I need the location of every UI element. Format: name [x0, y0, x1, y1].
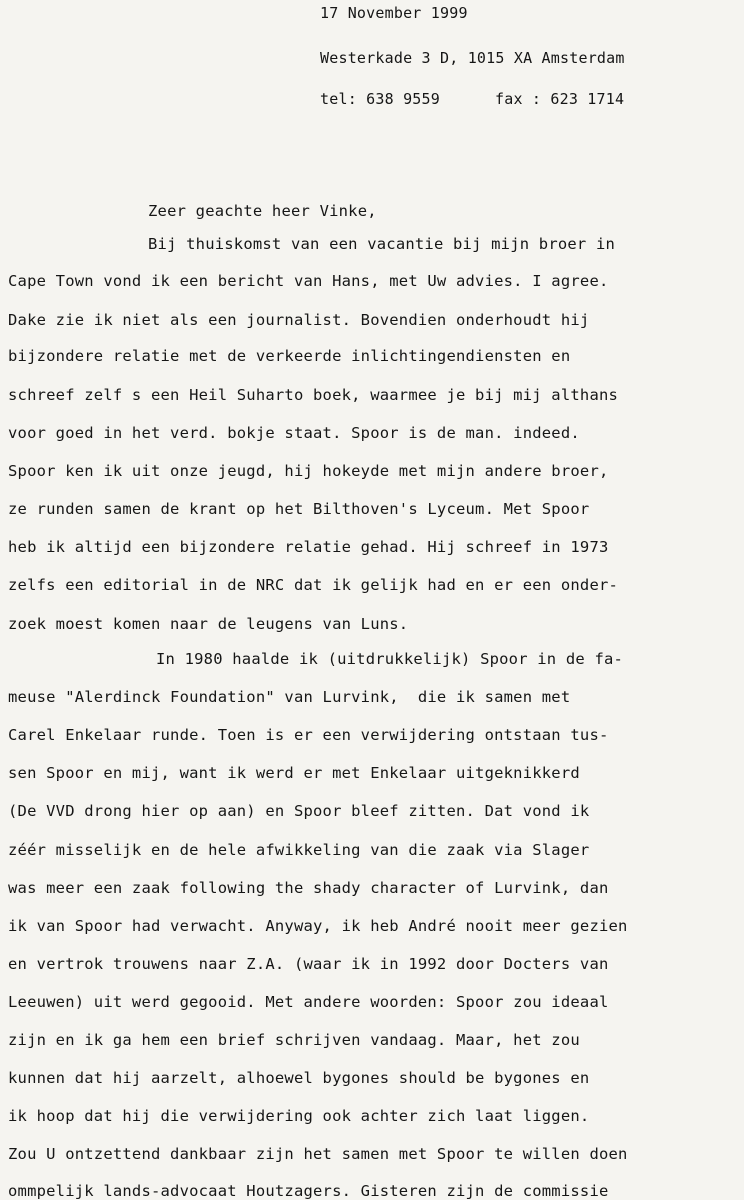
letter-line: heb ik altijd een bijzondere relatie gehad. Hij schreef in 1973	[8, 538, 609, 556]
letter-line: ze runden samen de krant op het Bilthoven's Lyceum. Met Spoor	[8, 500, 590, 518]
letter-line: ik van Spoor had verwacht. Anyway, ik heb André nooit meer gezien	[8, 917, 628, 935]
letter-line: bijzondere relatie met de verkeerde inlichtingendiensten en	[8, 347, 571, 365]
letter-line: Bij thuiskomst van een vacantie bij mijn broer in	[148, 235, 616, 253]
letter-line: Dake zie ik niet als een journalist. Bovendien onderhoudt hij	[8, 311, 590, 329]
letter-line: en vertrok trouwens naar Z.A. (waar ik in 1992 door Docters van	[8, 955, 609, 973]
letter-line: kunnen dat hij aarzelt, alhoewel bygones should be bygones en	[8, 1069, 590, 1087]
letter-line: sen Spoor en mij, want ik werd er met Enkelaar uitgeknikkerd	[8, 764, 580, 782]
letter-line: meuse "Alerdinck Foundation" van Lurvink, die ik samen met	[8, 688, 571, 706]
letter-line: zelfs een editorial in de NRC dat ik gelijk had en er een onder-	[8, 576, 619, 594]
letter-line: Leeuwen) uit werd gegooid. Met andere woorden: Spoor zou ideaal	[8, 993, 609, 1011]
letter-line: zéér misselijk en de hele afwikkeling van die zaak via Slager	[8, 841, 590, 859]
letter-line: zijn en ik ga hem een brief schrijven vandaag. Maar, het zou	[8, 1031, 580, 1049]
sender-address: Westerkade 3 D, 1015 XA Amsterdam	[320, 49, 625, 67]
letter-line: ik hoop dat hij die verwijdering ook achter zich laat liggen.	[8, 1107, 590, 1125]
letter-line: zoek moest komen naar de leugens van Luns.	[8, 615, 409, 633]
letter-line: Carel Enkelaar runde. Toen is er een verwijdering ontstaan tus-	[8, 726, 609, 744]
letter-line: voor goed in het verd. bokje staat. Spoor is de man. indeed.	[8, 424, 580, 442]
letter-line: was meer een zaak following the shady character of Lurvink, dan	[8, 879, 609, 897]
sender-telephone: tel: 638 9559	[320, 90, 440, 108]
letter-line: ommpelijk lands-advocaat Houtzagers. Gisteren zijn de commissie	[8, 1182, 609, 1200]
letter-date: 17 November 1999	[320, 4, 468, 22]
letter-line: schreef zelf s een Heil Suharto boek, waarmee je bij mij althans	[8, 386, 619, 404]
letter-line: Spoor ken ik uit onze jeugd, hij hokeyde met mijn andere broer,	[8, 462, 609, 480]
letter-salutation: Zeer geachte heer Vinke,	[148, 202, 377, 220]
sender-fax: fax : 623 1714	[495, 90, 625, 108]
letter-line: In 1980 haalde ik (uitdrukkelijk) Spoor in de fa-	[156, 650, 624, 668]
letter-line: (De VVD drong hier op aan) en Spoor bleef zitten. Dat vond ik	[8, 802, 590, 820]
letter-line: Zou U ontzettend dankbaar zijn het samen met Spoor te willen doen	[8, 1145, 628, 1163]
letter-line: Cape Town vond ik een bericht van Hans, met Uw advies. I agree.	[8, 272, 609, 290]
